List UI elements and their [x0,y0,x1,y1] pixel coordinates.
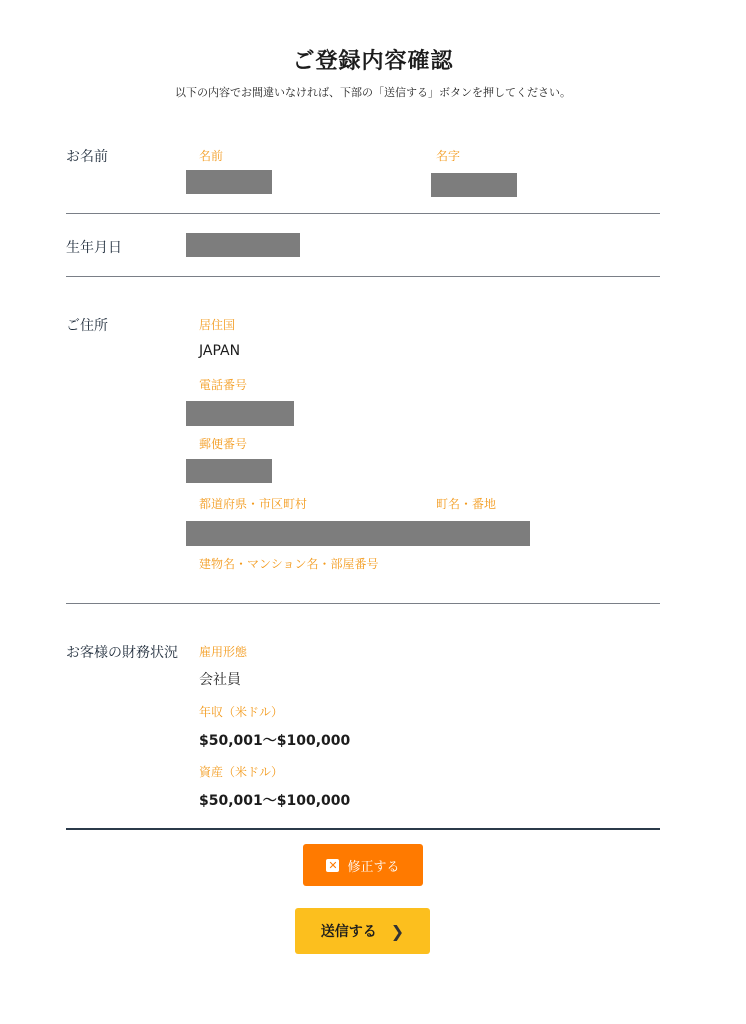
prefecture-label: 都道府県・市区町村 [199,497,308,511]
phone-label: 電話番号 [199,378,248,392]
chevron-right-icon: ❯ [390,921,405,941]
divider-address [66,603,660,604]
employment-value: 会社員 [199,672,241,688]
phone-redacted [186,401,294,426]
assets-value: $50,001〜$100,000 [199,793,351,809]
page-subtitle: 以下の内容でお間違いなければ、下部の「送信する」ボタンを押してください。 [175,86,571,99]
name-section-label: お名前 [66,149,108,165]
send-button[interactable] [295,908,430,954]
divider-finance [66,828,660,830]
divider-birthdate [66,276,660,277]
town-label: 町名・番地 [436,497,497,511]
income-value: $50,001〜$100,000 [199,733,351,749]
address-redacted [186,521,530,546]
employment-label: 雇用形態 [199,645,248,659]
building-label: 建物名・マンション名・部屋番号 [199,557,379,571]
assets-label: 資産（米ドル） [199,765,284,779]
last-name-label: 名字 [436,149,461,163]
first-name-redacted [186,170,272,194]
fix-button[interactable] [303,844,423,886]
country-value: JAPAN [199,343,241,359]
income-label: 年収（米ドル） [199,705,284,719]
divider-name [66,213,660,214]
postal-redacted [186,459,272,483]
birthdate-redacted [186,233,300,257]
first-name-label: 名前 [199,149,224,163]
postal-label: 郵便番号 [199,437,248,451]
send-button-label: 送信する [320,924,377,940]
close-box-icon: ✕ [328,858,338,872]
country-label: 居住国 [199,318,236,332]
page-title: ご登録内容確認 [292,49,454,74]
last-name-redacted [431,173,517,197]
fix-button-label: 修正する [347,859,400,875]
finance-section-label: お客様の財務状況 [66,645,178,661]
address-section-label: ご住所 [66,318,108,334]
birthdate-section-label: 生年月日 [66,240,122,256]
